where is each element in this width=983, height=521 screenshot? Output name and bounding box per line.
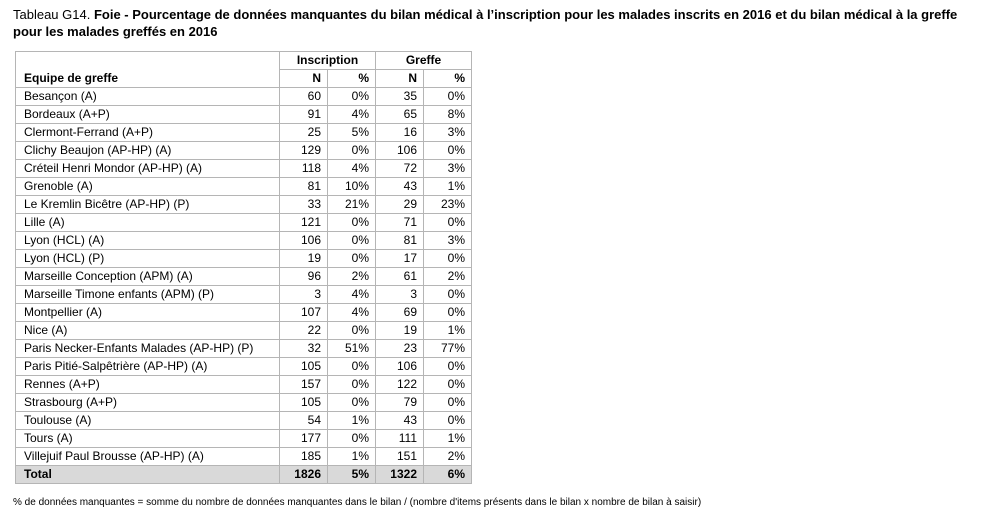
- cell-inscription-pct: 0%: [328, 322, 376, 340]
- cell-inscription-n: 105: [280, 358, 328, 376]
- cell-inscription-n: 106: [280, 232, 328, 250]
- cell-greffe-n: 23: [376, 340, 424, 358]
- total-row: [16, 466, 472, 484]
- cell-greffe-n: 122: [376, 376, 424, 394]
- cell-greffe-pct: 0%: [424, 250, 472, 268]
- cell-inscription-n: 25: [280, 124, 328, 142]
- cell-greffe-n: 69: [376, 304, 424, 322]
- cell-inscription-pct: 1%: [328, 448, 376, 466]
- cell-equipe: Villejuif Paul Brousse (AP-HP) (A): [16, 448, 280, 466]
- cell-greffe-n: 17: [376, 250, 424, 268]
- cell-greffe-pct: 8%: [424, 106, 472, 124]
- cell-inscription-pct: 4%: [328, 286, 376, 304]
- cell-equipe: Montpellier (A): [16, 304, 280, 322]
- cell-equipe: Marseille Timone enfants (APM) (P): [16, 286, 280, 304]
- table-row: [16, 250, 472, 268]
- total-greffe-pct: 6%: [424, 466, 472, 484]
- cell-greffe-pct: 0%: [424, 142, 472, 160]
- table-row: [16, 286, 472, 304]
- cell-greffe-pct: 3%: [424, 160, 472, 178]
- table-row: [16, 448, 472, 466]
- cell-equipe: Créteil Henri Mondor (AP-HP) (A): [16, 160, 280, 178]
- cell-greffe-pct: 3%: [424, 124, 472, 142]
- cell-greffe-pct: 0%: [424, 394, 472, 412]
- cell-greffe-n: 65: [376, 106, 424, 124]
- cell-inscription-pct: 0%: [328, 394, 376, 412]
- cell-equipe: Strasbourg (A+P): [16, 394, 280, 412]
- cell-greffe-pct: 1%: [424, 322, 472, 340]
- cell-equipe: Le Kremlin Bicêtre (AP-HP) (P): [16, 196, 280, 214]
- cell-equipe: Grenoble (A): [16, 178, 280, 196]
- cell-equipe: Besançon (A): [16, 88, 280, 106]
- cell-greffe-n: 16: [376, 124, 424, 142]
- cell-greffe-n: 61: [376, 268, 424, 286]
- total-label: Total: [16, 466, 280, 484]
- cell-greffe-pct: 1%: [424, 430, 472, 448]
- cell-greffe-n: 106: [376, 142, 424, 160]
- cell-inscription-pct: 0%: [328, 142, 376, 160]
- cell-greffe-n: 111: [376, 430, 424, 448]
- table-body: [16, 88, 472, 466]
- table-row: [16, 142, 472, 160]
- table-row: [16, 340, 472, 358]
- cell-inscription-n: 91: [280, 106, 328, 124]
- table-row: [16, 196, 472, 214]
- cell-greffe-n: 151: [376, 448, 424, 466]
- cell-inscription-n: 22: [280, 322, 328, 340]
- cell-greffe-n: 43: [376, 178, 424, 196]
- cell-inscription-n: 105: [280, 394, 328, 412]
- table-row: [16, 178, 472, 196]
- cell-greffe-pct: 1%: [424, 178, 472, 196]
- cell-inscription-pct: 1%: [328, 412, 376, 430]
- cell-inscription-pct: 0%: [328, 214, 376, 232]
- cell-greffe-pct: 0%: [424, 376, 472, 394]
- cell-inscription-pct: 0%: [328, 232, 376, 250]
- cell-greffe-pct: 23%: [424, 196, 472, 214]
- cell-inscription-n: 157: [280, 376, 328, 394]
- cell-greffe-pct: 2%: [424, 448, 472, 466]
- cell-greffe-n: 3: [376, 286, 424, 304]
- table-title-text: Foie - Pourcentage de données manquantes du bilan médical à l’inscription pour les malades inscrits en 2016 et du bilan médical à la greffe pour les malades greffés en 2016: [13, 7, 958, 39]
- table-row: [16, 124, 472, 142]
- cell-greffe-n: 43: [376, 412, 424, 430]
- cell-greffe-n: 79: [376, 394, 424, 412]
- cell-equipe: Tours (A): [16, 430, 280, 448]
- cell-greffe-n: 81: [376, 232, 424, 250]
- cell-inscription-pct: 4%: [328, 304, 376, 322]
- cell-inscription-pct: 21%: [328, 196, 376, 214]
- cell-greffe-n: 72: [376, 160, 424, 178]
- cell-greffe-n: 106: [376, 358, 424, 376]
- cell-inscription-pct: 4%: [328, 106, 376, 124]
- table-row: [16, 304, 472, 322]
- cell-equipe: Paris Necker-Enfants Malades (AP-HP) (P): [16, 340, 280, 358]
- cell-inscription-pct: 0%: [328, 88, 376, 106]
- cell-inscription-n: 60: [280, 88, 328, 106]
- cell-inscription-n: 177: [280, 430, 328, 448]
- cell-greffe-pct: 0%: [424, 358, 472, 376]
- cell-greffe-pct: 0%: [424, 286, 472, 304]
- cell-inscription-n: 96: [280, 268, 328, 286]
- missing-data-table: [15, 51, 472, 484]
- cell-equipe: Lille (A): [16, 214, 280, 232]
- table-row: [16, 88, 472, 106]
- table-row: [16, 394, 472, 412]
- cell-greffe-n: 35: [376, 88, 424, 106]
- cell-greffe-n: 19: [376, 322, 424, 340]
- cell-greffe-n: 29: [376, 196, 424, 214]
- table-row: [16, 322, 472, 340]
- cell-inscription-n: 185: [280, 448, 328, 466]
- cell-inscription-pct: 0%: [328, 376, 376, 394]
- cell-equipe: Bordeaux (A+P): [16, 106, 280, 124]
- cell-equipe: Clichy Beaujon (AP-HP) (A): [16, 142, 280, 160]
- cell-greffe-pct: 3%: [424, 232, 472, 250]
- cell-inscription-n: 54: [280, 412, 328, 430]
- cell-greffe-pct: 0%: [424, 412, 472, 430]
- cell-inscription-n: 81: [280, 178, 328, 196]
- cell-inscription-n: 129: [280, 142, 328, 160]
- table-row: [16, 358, 472, 376]
- table-row: [16, 160, 472, 178]
- cell-inscription-pct: 2%: [328, 268, 376, 286]
- total-greffe-n: 1322: [376, 466, 424, 484]
- table-row: [16, 106, 472, 124]
- column-header-equipe: Equipe de greffe: [16, 52, 280, 88]
- column-header-inscription-pct: %: [328, 70, 376, 88]
- footnote: % de données manquantes = somme du nombre de données manquantes dans le bilan / (nombre d'items présents dans le bilan x nombre de bilan à saisir): [13, 497, 702, 508]
- cell-greffe-pct: 0%: [424, 214, 472, 232]
- cell-inscription-pct: 0%: [328, 358, 376, 376]
- cell-equipe: Toulouse (A): [16, 412, 280, 430]
- cell-equipe: Lyon (HCL) (A): [16, 232, 280, 250]
- cell-greffe-pct: 0%: [424, 88, 472, 106]
- cell-greffe-n: 71: [376, 214, 424, 232]
- cell-greffe-pct: 0%: [424, 304, 472, 322]
- cell-inscription-n: 3: [280, 286, 328, 304]
- table-row: [16, 430, 472, 448]
- cell-inscription-n: 33: [280, 196, 328, 214]
- table-row: [16, 232, 472, 250]
- cell-equipe: Rennes (A+P): [16, 376, 280, 394]
- cell-equipe: Marseille Conception (APM) (A): [16, 268, 280, 286]
- column-group-greffe: Greffe: [376, 52, 472, 70]
- total-inscription-pct: 5%: [328, 466, 376, 484]
- table-row: [16, 412, 472, 430]
- cell-inscription-n: 32: [280, 340, 328, 358]
- column-header-inscription-n: N: [280, 70, 328, 88]
- cell-inscription-n: 118: [280, 160, 328, 178]
- cell-equipe: Clermont-Ferrand (A+P): [16, 124, 280, 142]
- table-label: Tableau G14.: [13, 7, 91, 22]
- column-group-inscription: Inscription: [280, 52, 376, 70]
- cell-inscription-pct: 10%: [328, 178, 376, 196]
- cell-inscription-n: 19: [280, 250, 328, 268]
- total-inscription-n: 1826: [280, 466, 328, 484]
- cell-greffe-pct: 2%: [424, 268, 472, 286]
- cell-inscription-pct: 5%: [328, 124, 376, 142]
- cell-equipe: Paris Pitié-Salpêtrière (AP-HP) (A): [16, 358, 280, 376]
- table-title: [13, 6, 978, 40]
- cell-inscription-pct: 0%: [328, 250, 376, 268]
- cell-equipe: Nice (A): [16, 322, 280, 340]
- cell-inscription-n: 121: [280, 214, 328, 232]
- table-row: [16, 268, 472, 286]
- cell-inscription-n: 107: [280, 304, 328, 322]
- cell-inscription-pct: 51%: [328, 340, 376, 358]
- table-row: [16, 214, 472, 232]
- table-row: [16, 376, 472, 394]
- column-header-greffe-n: N: [376, 70, 424, 88]
- cell-equipe: Lyon (HCL) (P): [16, 250, 280, 268]
- cell-inscription-pct: 0%: [328, 430, 376, 448]
- cell-greffe-pct: 77%: [424, 340, 472, 358]
- cell-inscription-pct: 4%: [328, 160, 376, 178]
- column-header-greffe-pct: %: [424, 70, 472, 88]
